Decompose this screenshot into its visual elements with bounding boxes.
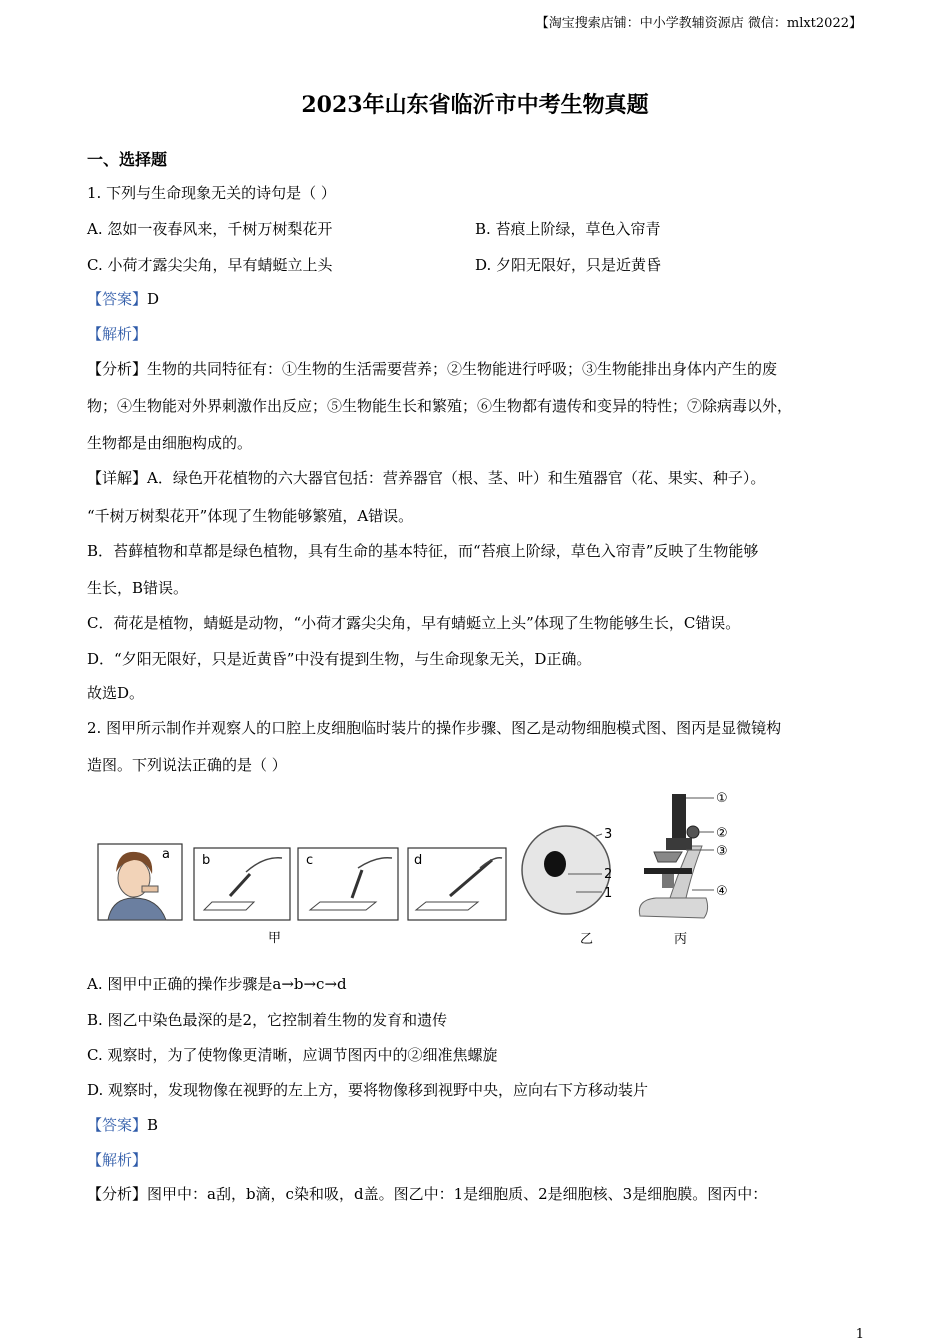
panel-c: [298, 848, 398, 920]
panel-a: [98, 844, 182, 920]
scope-label: ③: [716, 844, 728, 859]
detail-label: 【详解】: [87, 469, 148, 487]
q2-jiexi-label: 【解析】: [87, 1151, 148, 1169]
q1-option-c: C. 小荷才露尖尖角，早有蜻蜓立上头: [87, 256, 333, 274]
figure-illustration: [96, 786, 756, 956]
q1-answer: [87, 288, 159, 309]
analysis-label: 【分析】: [87, 1185, 148, 1203]
q1-detail-line: D．“夕阳无限好，只是近黄昏”中没有提到生物，与生命现象无关，D正确。: [87, 650, 592, 668]
analysis-text: 图甲中：a刮，b滴，c染和吸，d盖。图乙中：1是细胞质、2是细胞核、3是细胞膜。图丙中：: [147, 1185, 768, 1203]
answer-label: 【答案】: [87, 290, 148, 308]
q2-answer: [87, 1114, 158, 1135]
q1-detail-line: “千树万树梨花开”体现了生物能够繁殖，A错误。: [87, 507, 414, 525]
q1-option-b: B. 苔痕上阶绿，草色入帘青: [475, 220, 661, 238]
cell-label: 1: [604, 886, 613, 901]
answer-value: D: [147, 290, 160, 308]
step-label: b: [202, 853, 211, 868]
q1-analysis-line: 生物都是由细胞构成的。: [87, 434, 253, 452]
microscope-diagram: [639, 791, 727, 947]
q2-option-b: B. 图乙中染色最深的是2，它控制着生物的发育和遗传: [87, 1011, 448, 1029]
q2-option-a: A. 图甲中正确的操作步骤是a→b→c→d: [87, 975, 347, 993]
q2-stem-line: 2. 图甲所示制作并观察人的口腔上皮细胞临时装片的操作步骤、图乙是动物细胞模式图、图丙是显微镜构: [87, 719, 782, 737]
q1-option-d: D. 夕阳无限好，只是近黄昏: [475, 256, 662, 274]
scope-label: ①: [716, 791, 728, 806]
step-label: d: [414, 853, 423, 868]
scope-label: ④: [716, 884, 728, 899]
panel-d: [408, 848, 506, 920]
q2-option-d: D. 观察时，发现物像在视野的左上方，要将物像移到视野中央，应向右下方移动装片: [87, 1081, 649, 1099]
q1-jiexi-label: 【解析】: [87, 325, 148, 343]
page-number: 1: [855, 1327, 864, 1342]
analysis-text: 生物的共同特征有：①生物的生活需要营养；②生物能进行呼吸；③生物能排出身体内产生的废: [147, 360, 778, 378]
q2-figure: [96, 786, 756, 956]
caption-jia: 甲: [268, 931, 282, 946]
step-label: a: [162, 847, 170, 862]
q1-detail-line: C．荷花是植物，蜻蜓是动物，“小荷才露尖尖角，早有蜻蜓立上头”体现了生物能够生长，C错误。: [87, 614, 741, 632]
q1-detail-line: 生长，B错误。: [87, 579, 189, 597]
cell-label: 3: [604, 827, 613, 842]
answer-value: B: [147, 1116, 159, 1134]
caption-yi: 乙: [580, 932, 594, 947]
cell-label: 2: [604, 867, 613, 882]
panel-b: [194, 848, 290, 920]
q1-option-a: A. 忽如一夜春风来，千树万树梨花开: [87, 220, 333, 238]
q2-option-c: C. 观察时，为了使物像更清晰，应调节图丙中的②细准焦螺旋: [87, 1046, 498, 1064]
section-heading: 一、选择题: [87, 150, 168, 169]
q2-stem-line: 造图。下列说法正确的是（ ）: [87, 756, 287, 774]
cell-diagram: [522, 826, 612, 947]
page-title: 2023年山东省临沂市中考生物真题: [301, 92, 649, 118]
step-label: c: [306, 853, 314, 868]
analysis-label: 【分析】: [87, 360, 148, 378]
q1-analysis-line: 物；④生物能对外界刺激作出反应；⑤生物能生长和繁殖；⑥生物都有遗传和变异的特性；⑦除病毒以外，: [87, 397, 793, 415]
q1-analysis-line: [87, 358, 777, 379]
q2-analysis-line: [87, 1183, 767, 1204]
q1-detail-line: [87, 467, 765, 488]
caption-bing: 丙: [674, 932, 688, 947]
page-header: 【淘宝搜索店铺：中小学教辅资源店 微信：mlxt2022】: [535, 16, 862, 31]
q1-detail-line: B．苔藓植物和草都是绿色植物，具有生命的基本特征，而“苔痕上阶绿，草色入帘青”反映了生物能够: [87, 542, 759, 560]
scope-label: ②: [716, 826, 728, 841]
q1-conclusion: 故选D。: [87, 684, 145, 702]
detail-text: A．绿色开花植物的六大器官包括：营养器官（根、茎、叶）和生殖器官（花、果实、种子）。: [147, 469, 766, 487]
answer-label: 【答案】: [87, 1116, 148, 1134]
q1-stem: 1. 下列与生命现象无关的诗句是（ ）: [87, 184, 336, 202]
